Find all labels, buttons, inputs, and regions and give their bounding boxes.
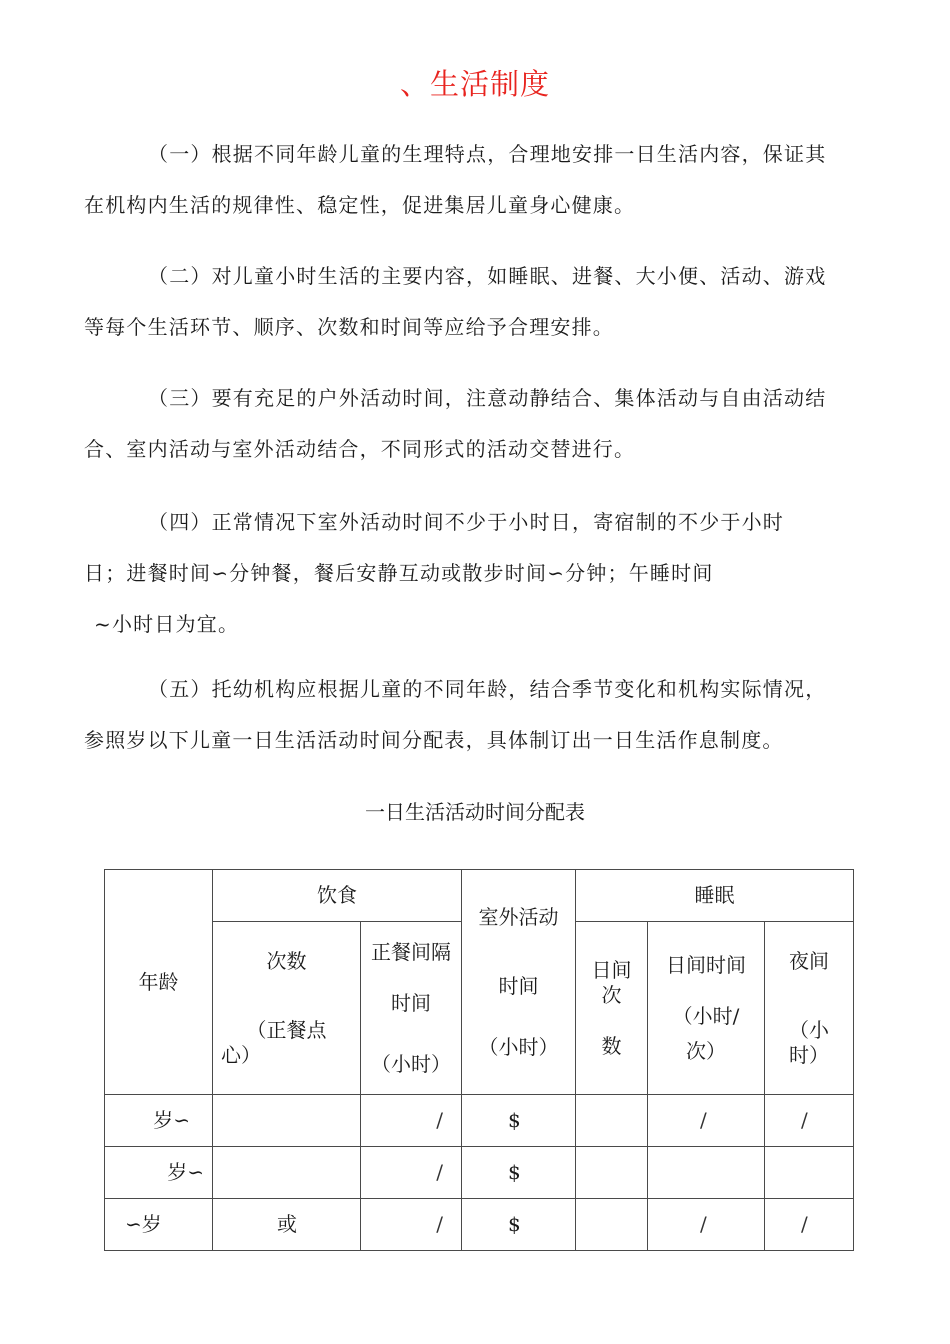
header-outdoor-line: （小时） xyxy=(478,1034,559,1059)
header-interval-line: 时间 xyxy=(391,990,431,1015)
header-age: 年龄 xyxy=(105,870,213,1095)
cell-outdoor: $ xyxy=(462,1199,576,1251)
header-interval-line: （小时） xyxy=(371,1051,451,1076)
header-outdoor-line: 时间 xyxy=(498,973,539,998)
cell-interval: / xyxy=(361,1095,462,1147)
cell-meals xyxy=(213,1147,361,1199)
cell-age: 岁∽ xyxy=(105,1147,213,1199)
paragraph-line: （三）要有充足的户外活动时间，注意动静结合、集体活动与自由活动结 xyxy=(148,386,827,410)
table-row xyxy=(105,1199,854,1251)
cell-day-count xyxy=(576,1095,648,1147)
paragraph-line: 等每个生活环节、顺序、次数和时间等应给予合理安排。 xyxy=(84,315,614,339)
paragraph-line: 参照岁以下儿童一日生活活动时间分配表，具体制订出一日生活作息制度。 xyxy=(84,728,784,752)
page-title: 、生活制度 xyxy=(399,67,550,101)
cell-meals: 或 xyxy=(213,1199,361,1251)
header-night-line: （小 xyxy=(789,1017,830,1042)
paragraph-2 xyxy=(84,251,859,353)
paragraph-line: 合、室内活动与室外活动结合，不同形式的活动交替进行。 xyxy=(84,437,636,461)
header-outdoor-line: 室外活动 xyxy=(478,904,559,929)
paragraph-line: （二）对儿童小时生活的主要内容，如睡眠、进餐、大小便、活动、游戏 xyxy=(148,264,827,288)
header-interval xyxy=(361,922,462,1095)
header-day-time-line: 次） xyxy=(686,1038,726,1063)
paragraph-line: （一）根据不同年龄儿童的生理特点，合理地安排一日生活内容，保证其 xyxy=(148,142,827,166)
cell-night: / xyxy=(765,1199,854,1251)
cell-outdoor: $ xyxy=(462,1095,576,1147)
paragraph-line: 在机构内生活的规律性、稳定性，促进集居儿童身心健康。 xyxy=(84,193,636,217)
paragraph-line: 日；进餐时间∽分钟餐，餐后安静互动或散步时间∽分钟；午睡时间 xyxy=(84,561,714,585)
header-sleep: 睡眠 xyxy=(576,870,854,922)
paragraph-5 xyxy=(84,664,859,766)
header-day-count xyxy=(576,922,648,1095)
cell-day-time xyxy=(648,1147,765,1199)
header-meals-line: 心） xyxy=(221,1042,261,1067)
cell-day-time: / xyxy=(648,1095,765,1147)
cell-interval: / xyxy=(361,1147,462,1199)
cell-outdoor: $ xyxy=(462,1147,576,1199)
header-outdoor xyxy=(462,870,576,1095)
cell-night: / xyxy=(765,1095,854,1147)
header-day-time-line: 日间时间 xyxy=(666,952,746,977)
table-row xyxy=(105,1095,854,1147)
header-meals-line: 次数 xyxy=(266,948,307,973)
paragraph-4 xyxy=(84,497,859,650)
paragraph-3 xyxy=(84,373,859,475)
header-meals xyxy=(213,922,361,1095)
schedule-table xyxy=(104,869,854,1251)
header-night-line: 时） xyxy=(789,1042,830,1067)
cell-night xyxy=(765,1147,854,1199)
header-meals-line: （正餐点 xyxy=(246,1017,327,1042)
paragraph-line: （四）正常情况下室外活动时间不少于小时日，寄宿制的不少于小时 xyxy=(148,510,784,534)
cell-age: ∽岁 xyxy=(105,1199,213,1251)
header-day-time-line: （小时/ xyxy=(672,1003,740,1028)
cell-day-time: / xyxy=(648,1199,765,1251)
header-day-count-line: 次 xyxy=(601,982,622,1007)
header-night xyxy=(765,922,854,1095)
cell-day-count xyxy=(576,1147,648,1199)
cell-meals xyxy=(213,1095,361,1147)
header-night-line: 夜间 xyxy=(789,948,830,973)
paragraph-1 xyxy=(84,129,859,231)
table-row xyxy=(105,1147,854,1199)
header-interval-line: 正餐间隔 xyxy=(371,939,451,964)
paragraph-line: （五）托幼机构应根据儿童的不同年龄，结合季节变化和机构实际情况， xyxy=(148,677,827,701)
cell-day-count xyxy=(576,1199,648,1251)
paragraph-line: ~小时日为宜。 xyxy=(94,612,240,636)
header-day-time xyxy=(648,922,765,1095)
header-day-count-line: 日间 xyxy=(591,957,632,982)
cell-age: 岁∽ xyxy=(105,1095,213,1147)
cell-interval: / xyxy=(361,1199,462,1251)
table-caption: 一日生活活动时间分配表 xyxy=(365,800,585,824)
header-diet: 饮食 xyxy=(213,870,462,922)
header-day-count-line: 数 xyxy=(601,1033,622,1058)
